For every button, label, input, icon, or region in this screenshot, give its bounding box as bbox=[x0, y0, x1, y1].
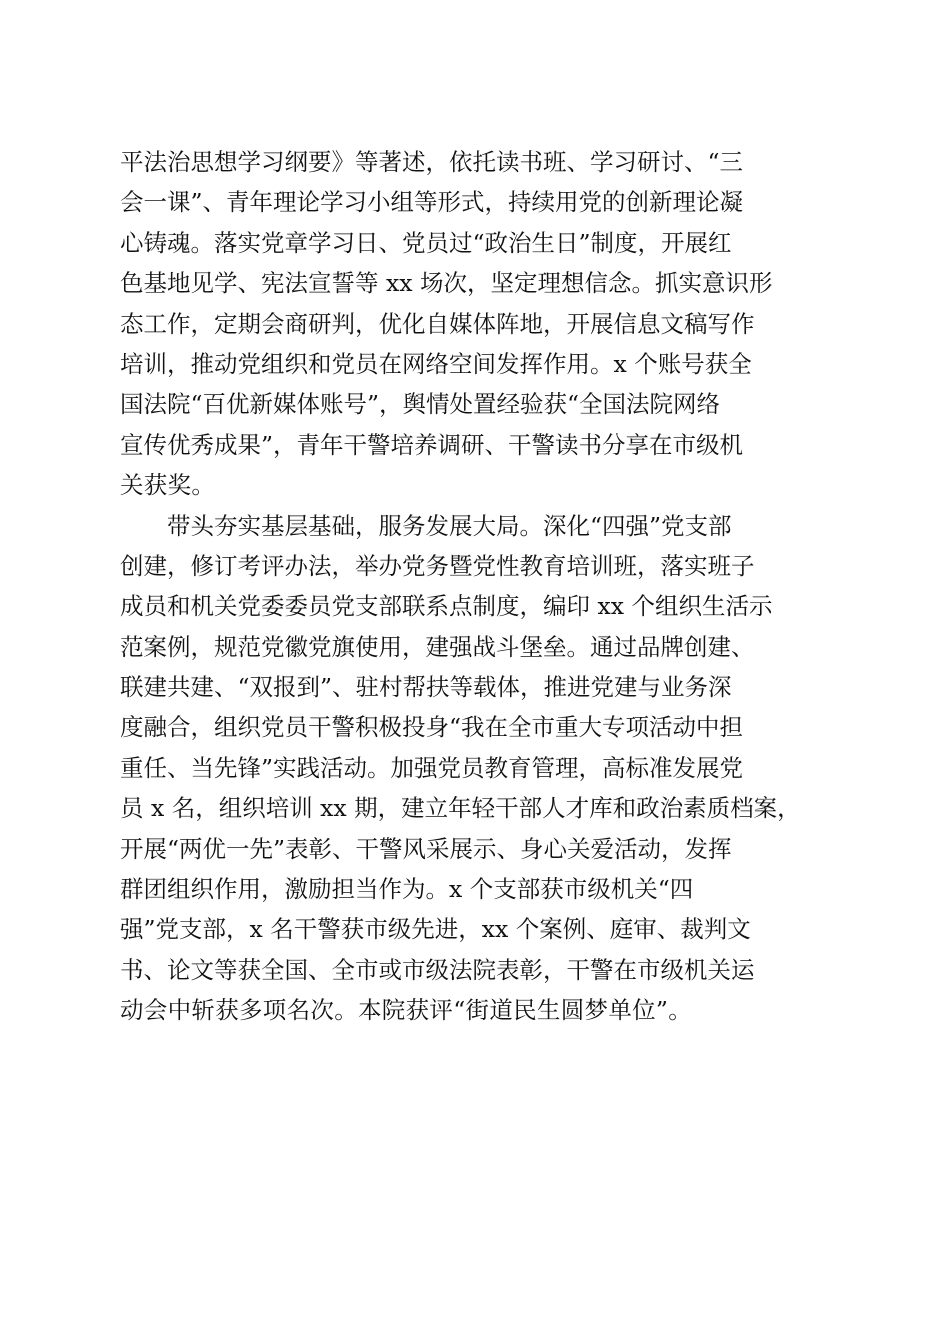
text-line: 员 x 名，组织培训 xx 期，建立年轻干部人才库和政治素质档案， bbox=[120, 794, 801, 823]
text-line: 色基地见学、宪法宣誓等 xx 场次，坚定理想信念。抓实意识形 bbox=[120, 269, 773, 298]
text-line: 国法院“百优新媒体账号”，舆情处置经验获“全国法院网络 bbox=[120, 390, 721, 419]
document-body bbox=[120, 142, 826, 1031]
text-line: 心铸魂。落实党章学习日、党员过“政治生日”制度，开展红 bbox=[120, 228, 732, 257]
text-line: 范案例，规范党徽党旗使用，建强战斗堡垒。通过品牌创建、 bbox=[120, 632, 755, 661]
text-line: 会一课”、青年理论学习小组等形式，持续用党的创新理论凝 bbox=[120, 188, 744, 217]
text-line: 关获奖。 bbox=[120, 471, 216, 500]
text-line: 动会中斩获多项名次。本院获评“街道民生圆梦单位”。 bbox=[120, 996, 693, 1025]
text-line: 培训，推动党组织和党员在网络空间发挥作用。x 个账号获全 bbox=[120, 349, 752, 378]
text-line: 宣传优秀成果”，青年干警培养调研、干警读书分享在市级机 bbox=[120, 430, 744, 459]
text-line: 态工作，定期会商研判，优化自媒体阵地，开展信息文稿写作 bbox=[120, 309, 755, 338]
text-line: 书、论文等获全国、全市或市级法院表彰，干警在市级机关运 bbox=[120, 955, 755, 984]
paragraph-1 bbox=[120, 142, 826, 506]
text-line: 平法治思想学习纲要》等著述，依托读书班、学习研讨、“三 bbox=[120, 148, 744, 176]
text-line: 重任、当先锋”实践活动。加强党员教育管理，高标准发展党 bbox=[120, 753, 744, 782]
text-line: 开展“两优一先”表彰、干警风采展示、身心关爱活动，发挥 bbox=[120, 834, 732, 863]
text-line: 联建共建、“双报到”、驻村帮扶等载体，推进党建与业务深 bbox=[120, 673, 732, 702]
text-line: 度融合，组织党员干警积极投身“我在全市重大专项活动中担 bbox=[120, 713, 744, 742]
paragraph-2 bbox=[120, 506, 826, 1031]
text-line: 创建，修订考评办法，举办党务暨党性教育培训班，落实班子 bbox=[120, 551, 755, 580]
text-line: 成员和机关党委委员党支部联系点制度，编印 xx 个组织生活示 bbox=[120, 592, 773, 621]
text-line: 强”党支部，x 名干警获市级先进，xx 个案例、庭审、裁判文 bbox=[120, 915, 751, 944]
text-line: 带头夯实基层基础，服务发展大局。深化“四强”党支部 bbox=[167, 511, 732, 540]
text-line: 群团组织作用，激励担当作为。x 个支部获市级机关“四 bbox=[120, 875, 694, 904]
